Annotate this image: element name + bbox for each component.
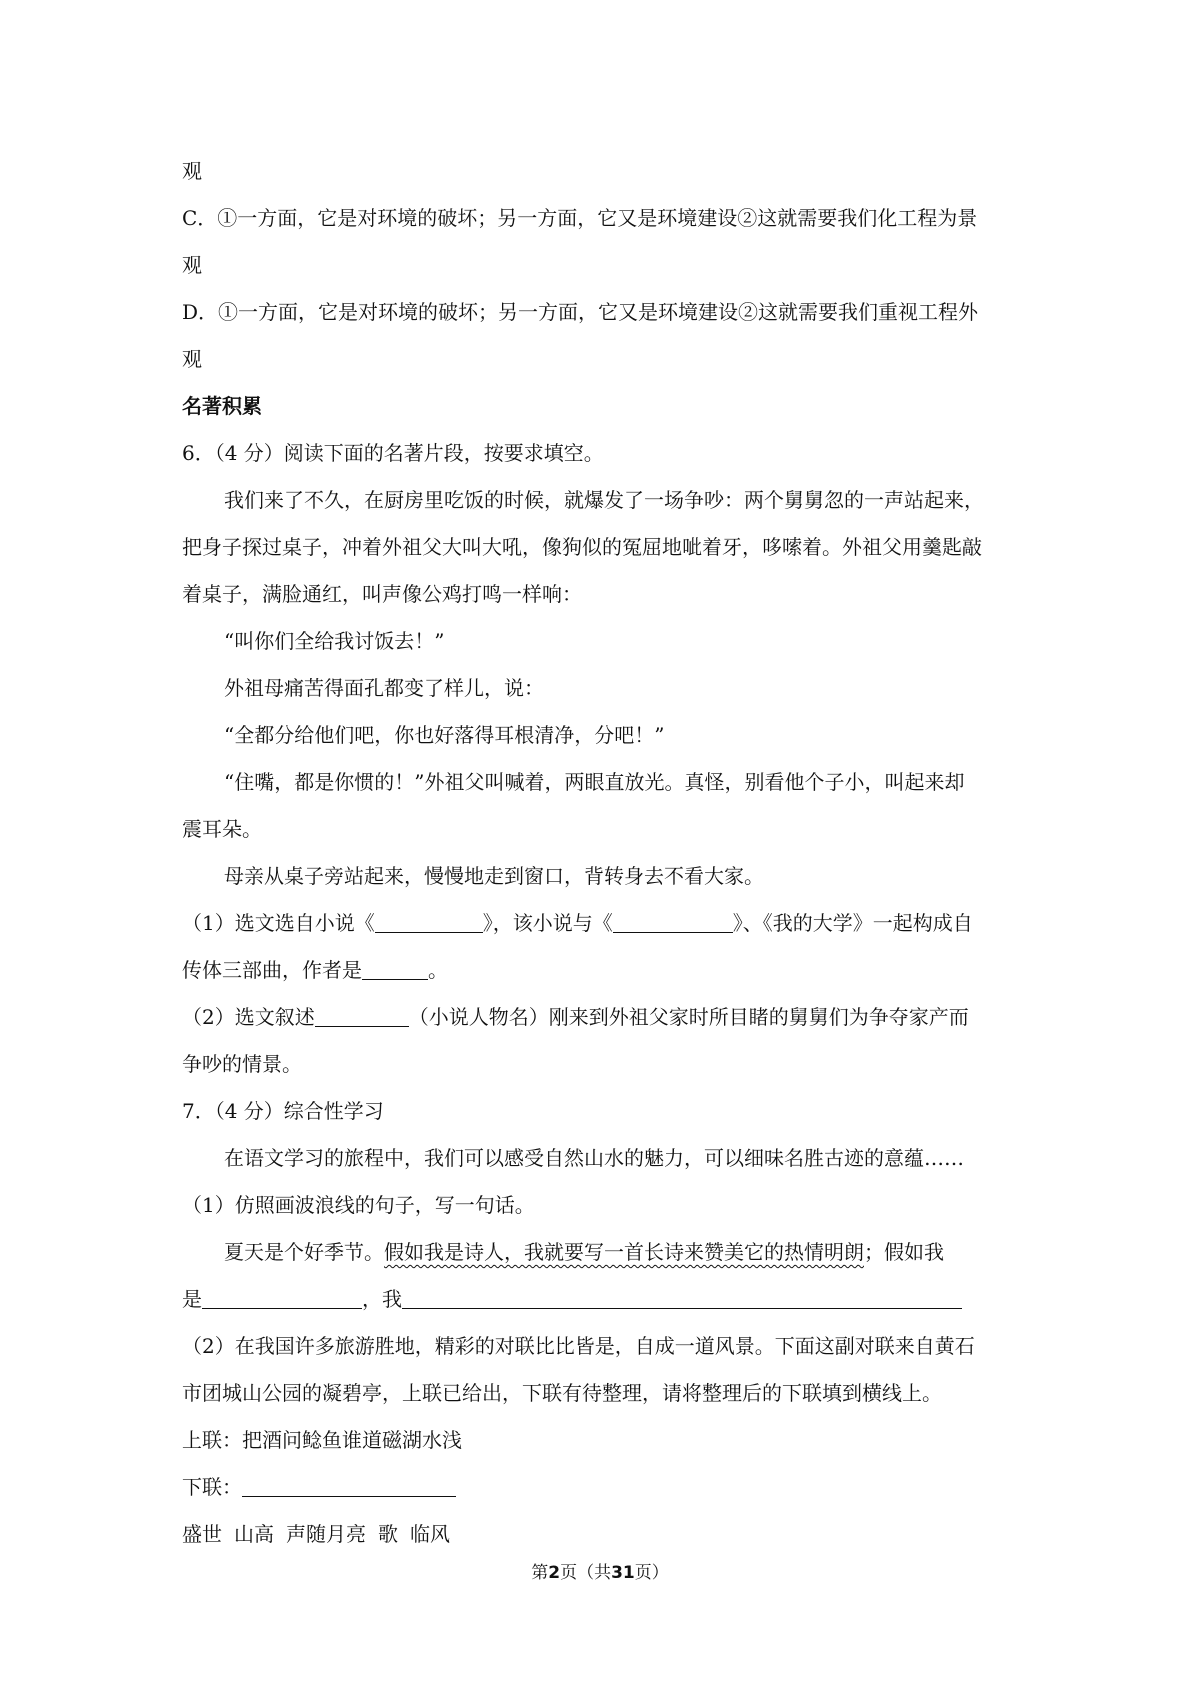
upper-couplet: 上联：把酒问鲶鱼谁道磁湖水浅 — [182, 1428, 462, 1452]
passage-line: 母亲从桌子旁站起来，慢慢地走到窗口，背转身去不看大家。 — [224, 864, 764, 888]
passage-line: 我们来了不久，在厨房里吃饭的时候，就爆发了一场争吵：两个舅舅忽的一声站起来， — [224, 488, 984, 512]
word-bank-item: 山高 — [234, 1522, 274, 1546]
passage-line: 把身子探过桌子，冲着外祖父大叫大吼，像狗似的冤屈地呲着牙，哆嗦着。外祖父用羹匙敲 — [182, 535, 982, 559]
question-6-title: 6．（4 分）阅读下面的名著片段，按要求填空。 — [182, 441, 604, 465]
word-bank — [182, 1511, 1032, 1558]
question-7-1: （1）仿照画波浪线的句子，写一句话。 — [182, 1193, 535, 1217]
option-b-tail: 观 — [182, 159, 202, 183]
section-title: 名著积累 — [182, 394, 262, 418]
option-d-tail: 观 — [182, 347, 202, 371]
passage-quote: “叫你们全给我讨饭去！” — [224, 629, 445, 653]
option-d: D．①一方面，它是对环境的破坏；另一方面，它又是环境建设②这就需要我们重视工程外 — [182, 300, 979, 324]
lower-couplet: 下联： — [182, 1464, 1032, 1511]
question-6-1-cont: 传体三部曲，作者是 。 — [182, 958, 448, 982]
passage-quote: “全都分给他们吧，你也好落得耳根清净，分吧！” — [224, 723, 665, 747]
answer-blank-novel-title[interactable] — [375, 910, 483, 933]
answer-blank-lower-couplet[interactable] — [242, 1474, 456, 1497]
current-page-number: 2 — [548, 1563, 561, 1583]
question-7-title: 7．（4 分）综合性学习 — [182, 1099, 384, 1123]
question-7-1-fill: 是 ，我 — [182, 1276, 1032, 1323]
option-c-tail: 观 — [182, 253, 202, 277]
question-7-1-example: 夏天是个好季节。假如我是诗人，我就要写一首长诗来赞美它的热情明朗；假如我 — [224, 1240, 944, 1264]
question-6-1: （1）选文选自小说《 》，该小说与《 》、《我的大学》一起构成自 — [182, 911, 973, 935]
answer-blank-character-name[interactable] — [315, 1004, 409, 1027]
wavy-underlined-sentence: 假如我是诗人，我就要写一首长诗来赞美它的热情明朗 — [384, 1240, 864, 1264]
answer-blank-author[interactable] — [362, 957, 428, 980]
passage-line: “住嘴，都是你惯的！”外祖父叫喊着，两眼直放光。真怪，别看他个子小，叫起来却 — [224, 770, 965, 794]
question-7-intro: 在语文学习的旅程中，我们可以感受自然山水的魅力，可以细味名胜古迹的意蕴…… — [224, 1146, 964, 1170]
total-page-count: 31 — [611, 1563, 635, 1583]
question-6-2: （2）选文叙述 （小说人物名）刚来到外祖父家时所目睹的舅舅们为争夺家产而 — [182, 1005, 969, 1029]
word-bank-item: 歌 — [378, 1522, 398, 1546]
question-7-2: （2）在我国许多旅游胜地，精彩的对联比比皆是，自成一道风景。下面这副对联来自黄石 — [182, 1334, 975, 1358]
question-6-2-cont: 争吵的情景。 — [182, 1052, 302, 1076]
question-7-2-cont: 市团城山公园的凝碧亭，上联已给出，下联有待整理，请将整理后的下联填到横线上。 — [182, 1381, 942, 1405]
word-bank-item: 盛世 — [182, 1522, 222, 1546]
exam-page-body — [182, 148, 1032, 1558]
passage-line: 震耳朵。 — [182, 817, 262, 841]
option-c: C．①一方面，它是对环境的破坏；另一方面，它又是环境建设②这就需要我们化工程为景 — [182, 206, 978, 230]
answer-blank-imitation-1[interactable] — [202, 1286, 362, 1309]
passage-line: 着桌子，满脸通红，叫声像公鸡打鸣一样响： — [182, 582, 582, 606]
passage-line: 外祖母痛苦得面孔都变了样儿，说： — [224, 676, 544, 700]
page-footer: 第2页（共31页） — [531, 1563, 669, 1583]
answer-blank-imitation-2[interactable] — [402, 1286, 962, 1309]
word-bank-item: 临风 — [410, 1522, 450, 1546]
answer-blank-companion-novel[interactable] — [613, 910, 733, 933]
word-bank-item: 声随月亮 — [286, 1522, 366, 1546]
